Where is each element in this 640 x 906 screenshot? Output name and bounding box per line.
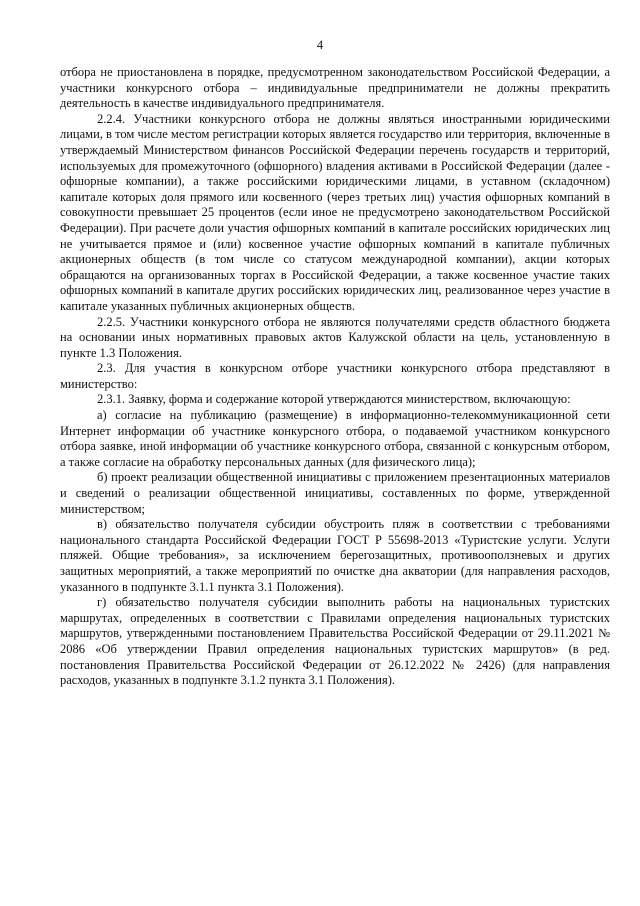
paragraph-item-g: г) обязательство получателя субсидии выполнить работы на национальных туристских маршрутах, определенных в соответствии с Правилами определения национальных туристских маршрутов, утвержденными постановлением Правительства Российской Федерации от 29.11.2021 № 2086 «Об утверждении Правил определения национальных туристских маршрутов» (в ред. постановления Правительства Российской Федерации от 26.12.2022 № 2426) (для направления расходов, указанных в подпункте 3.1.2 пункта 3.1 Положения). <box>60 595 610 688</box>
paragraph-2-2-5: 2.2.5. Участники конкурсного отбора не являются получателями средств областного бюджета на основании иных нормативных правовых актов Калужской области на цель, установленную в пункте 1.3 Положения. <box>60 314 610 360</box>
page-number: 4 <box>316 38 324 52</box>
paragraph-item-v: в) обязательство получателя субсидии обустроить пляж в соответствии с требованиями национального стандарта Российской Федерации ГОСТ Р 55698-2013 «Туристские услуги. Услуги пляжей. Общие требования», за исключением берегозащитных, противооползневых и других защитных мероприятий, а также мероприятий по очистке дна акватории (для направления расходов, указанного в подпункте 3.1.1 пункта 3.1 Положения). <box>60 517 610 594</box>
document-body <box>60 65 610 689</box>
paragraph-2-3-1: 2.3.1. Заявку, форма и содержание которой утверждаются министерством, включающую: <box>97 392 571 407</box>
paragraph-item-a: а) согласие на публикацию (размещение) в информационно-телекоммуникационной сети Интернет информации об участнике конкурсного отбора, о подаваемой участником конкурсного отбора заявке, иной информации об участнике конкурсного отбора, связанной с конкурсным отбором, а также согласие на обработку персональных данных (для физического лица); <box>60 408 610 469</box>
paragraph-2-2-4: 2.2.4. Участники конкурсного отбора не должны являться иностранными юридическими лицами, в том числе местом регистрации которых является государство или территория, включенные в утверждаемый Министерством финансов Российской Федерации перечень государств и территорий, используемых для промежуточного (офшорного) владения активами в Российской Федерации (далее - офшорные компании), а также российскими юридическими лицами, в уставном (складочном) капитале которых доля прямого или косвенного (через третьих лиц) участия офшорных компаний в совокупности превышает 25 процентов (если иное не предусмотрено законодательством Российской Федерации). При расчете доли участия офшорных компаний в капитале российских юридических лиц не учитывается прямое и (или) косвенное участие офшорных компаний в капитале публичных акционерных обществ (в том числе со статусом международной компании), акции которых обращаются на организованных торгах в Российской Федерации, а также косвенное участие таких офшорных компаний в капитале других российских юридических лиц, реализованное через участие в капитале указанных публичных акционерных обществ. <box>60 111 610 313</box>
paragraph-2-3: 2.3. Для участия в конкурсном отборе участники конкурсного отбора представляют в министерство: <box>60 361 610 391</box>
paragraph-item-b: б) проект реализации общественной инициативы с приложением презентационных материалов и сведений о реализации общественной инициативы, составленных по форме, утвержденной министерством; <box>60 470 610 516</box>
paragraph-continuation: отбора не приостановлена в порядке, предусмотренном законодательством Российской Федерации, а участники конкурсного отбора – индивидуальные предприниматели не должны прекратить деятельность в качестве индивидуального предпринимателя. <box>60 65 610 111</box>
